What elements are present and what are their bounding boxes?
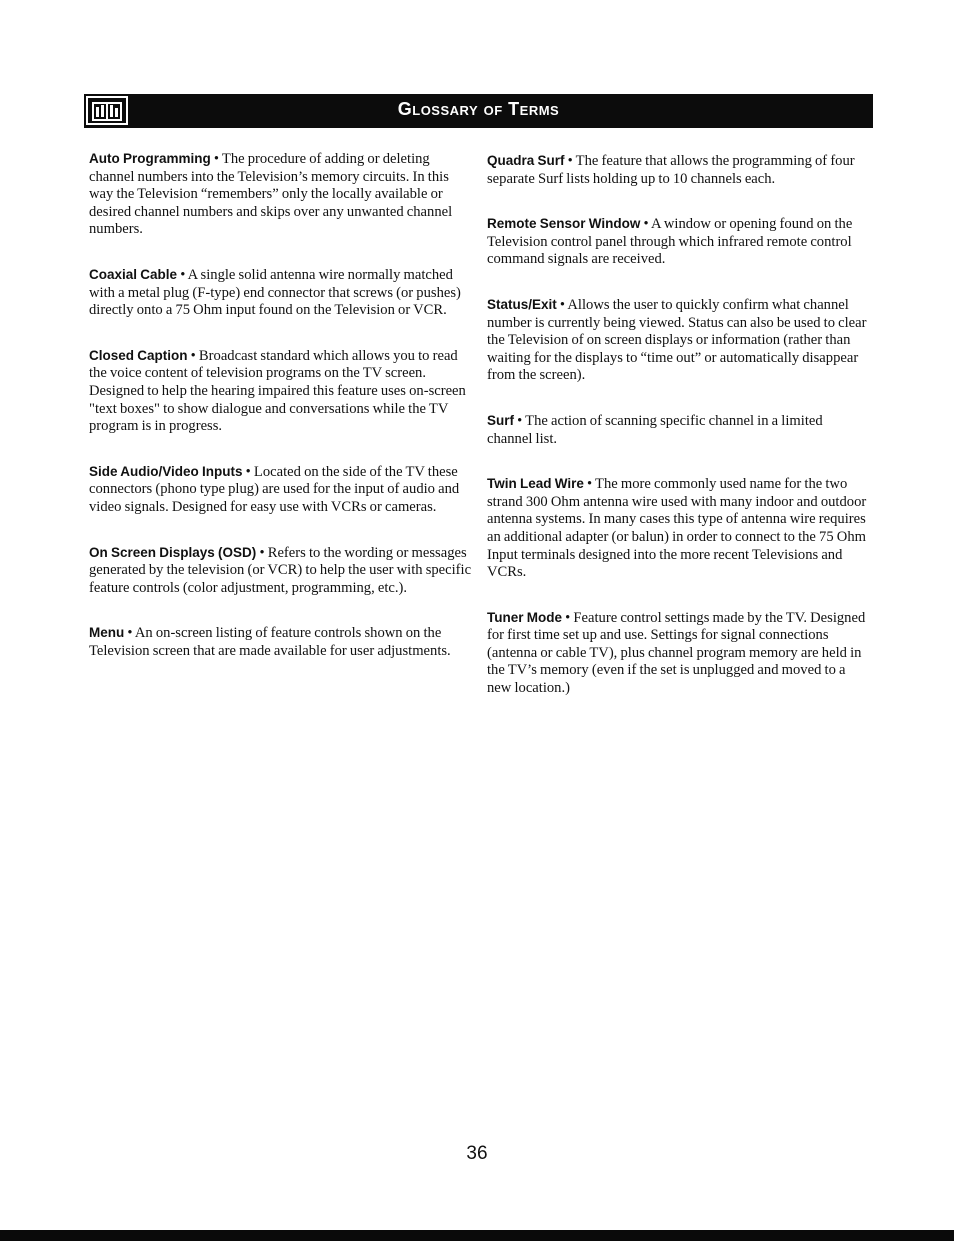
glossary-term: Tuner Mode xyxy=(487,609,562,625)
glossary-term: Coaxial Cable xyxy=(89,266,178,282)
glossary-definition: An on-screen listing of feature controls shown on the Television screen that are made available for user adjustments. xyxy=(89,625,451,659)
separator: • xyxy=(124,625,135,642)
glossary-definition: The more commonly used name for the two strand 300 Ohm antenna wire used with many indoor and outdoor antenna systems. In many cases this type of antenna wire requires an additional adapter (or balun) in order to connect to the 75 Ohm Input terminals designed into the more recent Televisions and VCRs. xyxy=(487,476,867,581)
glossary-entry-remote-sensor-window xyxy=(487,215,867,269)
glossary-definition: A window or opening found on the Television control panel through which infrared remote control command signals are received. xyxy=(487,216,853,268)
glossary-term: On Screen Displays (OSD) xyxy=(89,544,257,560)
glossary-definition: Refers to the wording or messages generated by the television (or VCR) to help the user with specific feature controls (color adjustment, programming, etc.). xyxy=(89,544,472,596)
glossary-entry-side-av-inputs xyxy=(89,463,473,517)
glossary-entry-osd xyxy=(89,544,473,598)
separator: • xyxy=(256,544,268,561)
glossary-term: Status/Exit xyxy=(487,296,557,312)
glossary-entry-quadra-surf xyxy=(487,152,867,188)
glossary-definition: Located on the side of the TV these connectors (phono type plug) are used for the input of audio and video signals. Designed for easy use with VCRs or cameras. xyxy=(89,463,460,515)
glossary-definition: A single solid antenna wire normally matched with a metal plug (F-type) end connector that screws (or pushes) directly onto a 75 Ohm input found on the Television or VCR. xyxy=(89,266,461,319)
glossary-left-column xyxy=(89,150,473,660)
glossary-definition: The feature that allows the programming of four separate Surf lists holding up to 10 channels each. xyxy=(487,153,855,187)
glossary-entry-coaxial-cable xyxy=(89,266,473,320)
glossary-entry-auto-programming xyxy=(89,150,473,239)
glossary-term: Twin Lead Wire xyxy=(487,476,584,492)
glossary-entry-menu xyxy=(89,624,473,660)
separator: • xyxy=(564,153,576,169)
separator: • xyxy=(562,609,574,626)
glossary-entry-status-exit xyxy=(487,296,867,385)
separator: • xyxy=(210,151,222,167)
separator: • xyxy=(514,412,526,429)
glossary-term: Side Audio/Video Inputs xyxy=(89,463,243,479)
glossary-definition: Allows the user to quickly confirm what channel number is currently being viewed. Status can also be used to clear the Television of on screen displays or information (rather than waiting for the displays to “time out” or automatically disappear from the screen). xyxy=(487,296,867,384)
separator: • xyxy=(583,476,596,493)
separator: • xyxy=(187,347,199,364)
page-number: 36 xyxy=(466,1143,488,1164)
separator: • xyxy=(640,216,652,233)
section-header-bar xyxy=(84,94,873,128)
glossary-entry-twin-lead-wire xyxy=(487,475,867,582)
glossary-term: Auto Programming xyxy=(89,151,211,166)
glossary-right-column xyxy=(487,150,867,698)
glossary-definition: The procedure of adding or deleting channel numbers into the Television’s memory circuits. In this way the Television “remembers” only the locally available or desired channel numbers and skips over any unwanted channel numbers. xyxy=(89,151,453,238)
footer-bar xyxy=(0,1230,954,1241)
glossary-entry-closed-caption xyxy=(89,347,473,436)
glossary-definition: Broadcast standard which allows you to read the voice content of television programs on the TV screen. Designed to help the hearing impaired this feature uses on-screen "text boxes" to show dialogue and conversations while the TV program is in progress. xyxy=(89,347,466,435)
separator: • xyxy=(556,296,568,313)
separator: • xyxy=(177,266,188,283)
glossary-term: Closed Caption xyxy=(89,347,188,363)
glossary-term: Quadra Surf xyxy=(487,153,565,168)
page-title: Glossary of Terms xyxy=(397,99,560,119)
glossary-term: Surf xyxy=(487,412,514,428)
glossary-term: Remote Sensor Window xyxy=(487,216,641,232)
glossary-entry-tuner-mode xyxy=(487,609,867,698)
glossary-term: Menu xyxy=(89,625,125,641)
separator: • xyxy=(242,463,254,480)
glossary-definition: Feature control settings made by the TV. Designed for first time set up and use. Settings for signal connections (antenna or cable TV), plus channel program memory are held in the TV’s memory (even if the set is unplugged and moved to a new location.) xyxy=(487,609,866,697)
glossary-definition: The action of scanning specific channel in a limited channel list. xyxy=(487,412,823,447)
glossary-entry-surf xyxy=(487,412,867,448)
